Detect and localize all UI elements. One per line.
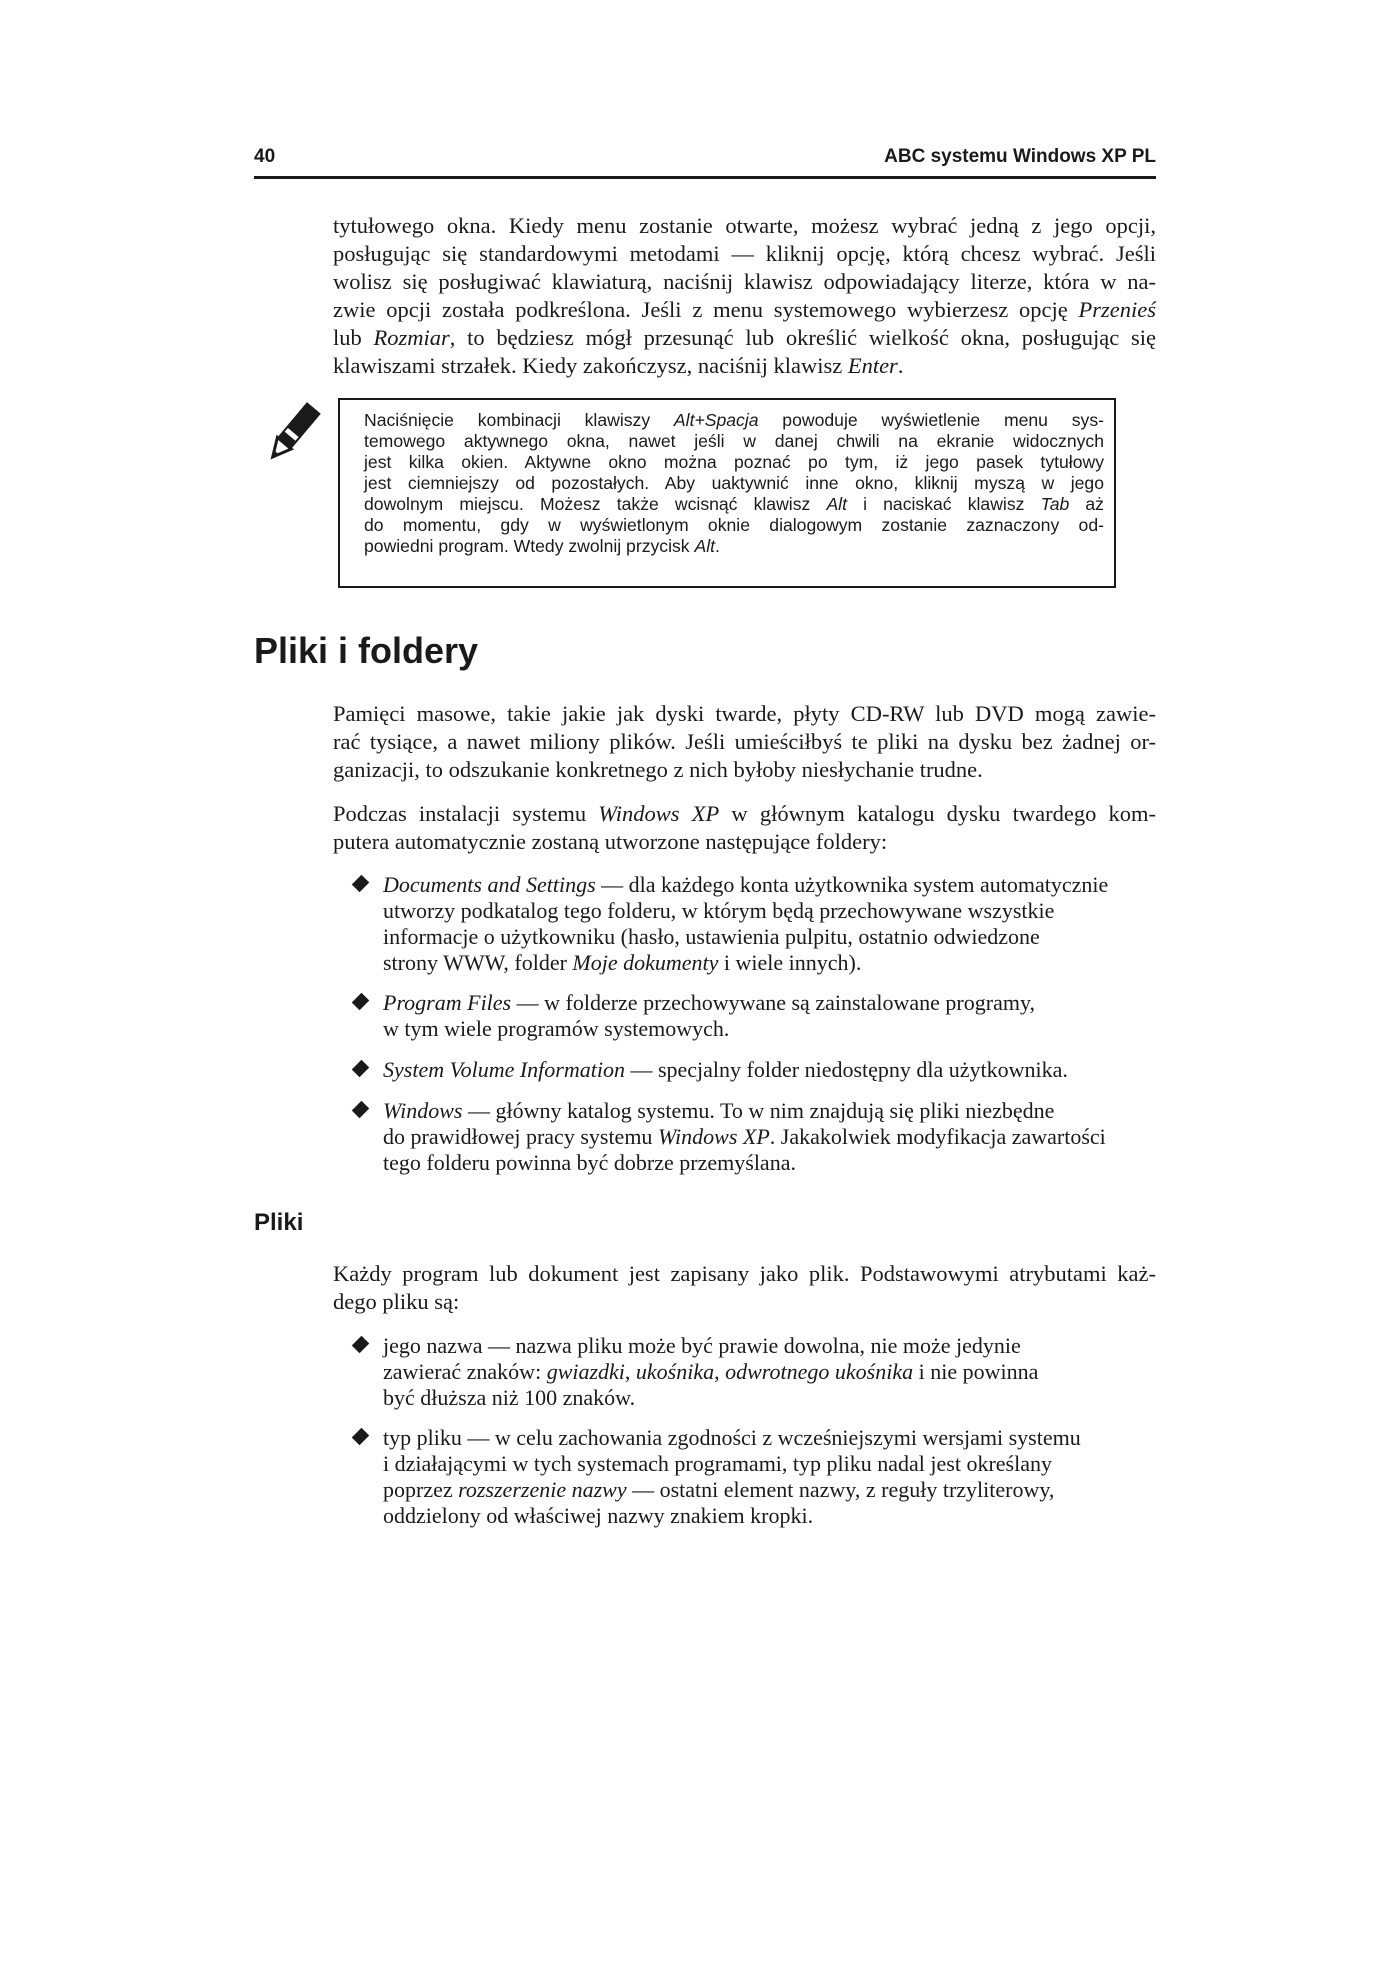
- text-line: być dłuższa niż 100 znaków.: [383, 1385, 636, 1410]
- text-line: zwie opcji została podkreślona. Jeśli z menu systemowego wybierzesz opcję Przenieś: [333, 297, 1156, 322]
- section-title: Pliki i foldery: [254, 630, 479, 671]
- note-line: temowego aktywnego okna, nawet jeśli w danej chwili na ekranie widocznych: [364, 431, 1104, 451]
- note-box: [338, 398, 1116, 588]
- text-line: lub Rozmiar, to będziesz mógł przesunąć lub określić wielkość okna, posługując się: [333, 325, 1156, 350]
- text-line: dego pliku są:: [333, 1289, 460, 1314]
- text-line: jego nazwa — nazwa pliku może być prawie dowolna, nie może jedynie: [383, 1333, 1021, 1358]
- text-line: — dla każdego konta użytkownika system automatycznie: [595, 872, 1109, 897]
- text-line: strony WWW, folder Moje dokumenty i wiele innych).: [383, 950, 862, 975]
- running-title: ABC systemu Windows XP PL: [884, 146, 1156, 167]
- folder-name: Program Files: [383, 990, 512, 1015]
- section-paragraph-2: [333, 800, 1156, 856]
- text-line: ganizacji, to odszukanie konkretnego z nich byłoby niesłychanie trudne.: [333, 757, 983, 782]
- folder-name: Documents and Settings: [383, 872, 596, 897]
- text-line: informacje o użytkowniku (hasło, ustawienia pulpitu, ostatnio odwiedzone: [383, 924, 1040, 949]
- text-line: wolisz się posługiwać klawiaturą, naciśnij klawisz odpowiadający literze, która w na-: [333, 269, 1156, 294]
- files-paragraph: [333, 1260, 1156, 1316]
- folder-name: Windows: [383, 1098, 463, 1123]
- diamond-bullet-icon: [352, 1101, 370, 1119]
- text-line: oddzielony od właściwej nazwy znakiem kropki.: [383, 1503, 814, 1528]
- text-line: Każdy program lub dokument jest zapisany jako plik. Podstawowymi atrybutami każ-: [333, 1261, 1156, 1286]
- text-line: poprzez rozszerzenie nazwy — ostatni element nazwy, z reguły trzyliterowy,: [383, 1477, 1055, 1502]
- pencil-icon: [256, 398, 328, 470]
- text-line: putera automatycznie zostaną utworzone następujące foldery:: [333, 829, 888, 854]
- diamond-bullet-icon: [352, 875, 370, 893]
- text-line: i działającymi w tych systemach programami, typ pliku nadal jest określany: [383, 1451, 1052, 1476]
- text-line: tytułowego okna. Kiedy menu zostanie otwarte, możesz wybrać jedną z jego opcji,: [333, 213, 1156, 238]
- diamond-bullet-icon: [352, 1060, 370, 1078]
- text-line: w tym wiele programów systemowych.: [383, 1016, 730, 1041]
- text-line: tego folderu powinna być dobrze przemyślana.: [383, 1150, 796, 1175]
- diamond-bullet-icon: [352, 993, 370, 1011]
- text-line: posługując się standardowymi metodami — kliknij opcję, którą chcesz wybrać. Jeśli: [333, 241, 1156, 266]
- note-line: jest ciemniejszy od pozostałych. Aby uaktywnić inne okno, kliknij myszą w jego: [364, 473, 1104, 493]
- text-line: rać tysiące, a nawet miliony plików. Jeśli umieściłbyś te pliki na dysku bez żadnej or-: [333, 729, 1156, 754]
- diamond-bullet-icon: [352, 1336, 370, 1354]
- subsection-title: Pliki: [254, 1209, 304, 1236]
- note-line: do momentu, gdy w wyświetlonym oknie dialogowym zostanie zaznaczony od-: [364, 515, 1104, 535]
- text-line: klawiszami strzałek. Kiedy zakończysz, naciśnij klawisz Enter.: [333, 353, 904, 378]
- text-line: Podczas instalacji systemu Windows XP w głównym katalogu dysku twardego kom-: [333, 801, 1156, 826]
- intro-paragraph: [333, 212, 1156, 380]
- text-line: — główny katalog systemu. To w nim znajdują się pliki niezbędne: [462, 1098, 1055, 1123]
- note-line: powiedni program. Wtedy zwolnij przycisk Alt.: [364, 536, 720, 556]
- text-line: — w folderze przechowywane są zainstalowane programy,: [511, 990, 1036, 1015]
- page-number: 40: [254, 146, 276, 167]
- note-line: dowolnym miejscu. Możesz także wcisnąć klawisz Alt i naciskać klawisz Tab aż: [364, 494, 1104, 514]
- text-line: — specjalny folder niedostępny dla użytkownika.: [624, 1057, 1068, 1082]
- text-line: utworzy podkatalog tego folderu, w którym będą przechowywane wszystkie: [383, 898, 1055, 923]
- diamond-bullet-icon: [352, 1428, 370, 1446]
- section-paragraph-1: [333, 700, 1156, 784]
- page-header: [254, 146, 1156, 179]
- text-line: Pamięci masowe, takie jakie jak dyski twarde, płyty CD-RW lub DVD mogą zawie-: [333, 701, 1156, 726]
- note-line: jest kilka okien. Aktywne okno można poznać po tym, iż jego pasek tytułowy: [364, 452, 1104, 472]
- folder-name: System Volume Information: [383, 1057, 625, 1082]
- text-line: do prawidłowej pracy systemu Windows XP. Jakakolwiek modyfikacja zawartości: [383, 1124, 1106, 1149]
- text-line: zawierać znaków: gwiazdki, ukośnika, odwrotnego ukośnika i nie powinna: [383, 1359, 1039, 1384]
- note-line: Naciśnięcie kombinacji klawiszy Alt+Spacja powoduje wyświetlenie menu sys-: [364, 410, 1104, 430]
- text-line: typ pliku — w celu zachowania zgodności z wcześniejszymi wersjami systemu: [383, 1425, 1081, 1450]
